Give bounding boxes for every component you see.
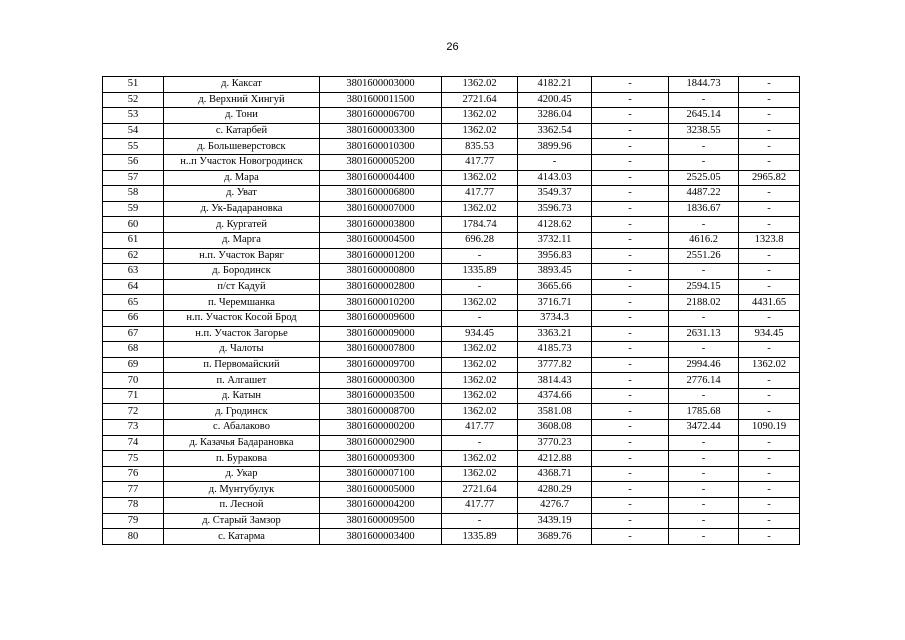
value-col-6-cell: -: [592, 232, 669, 248]
settlement-name-cell: д. Ук-Бадарановка: [164, 201, 320, 217]
value-col-8-cell: -: [739, 123, 800, 139]
value-col-5-cell: 3770.23: [518, 435, 592, 451]
value-col-5-cell: 3608.08: [518, 420, 592, 436]
value-col-7-cell: 3238.55: [669, 123, 739, 139]
value-col-6-cell: -: [592, 248, 669, 264]
oktmo-code-cell: 3801600009700: [320, 357, 442, 373]
value-col-6-cell: -: [592, 373, 669, 389]
value-col-5-cell: 4276.7: [518, 498, 592, 514]
oktmo-code-cell: 3801600002900: [320, 435, 442, 451]
row-number-cell: 67: [103, 326, 164, 342]
value-col-7-cell: -: [669, 388, 739, 404]
row-number-cell: 57: [103, 170, 164, 186]
row-number-cell: 65: [103, 295, 164, 311]
value-col-6-cell: -: [592, 357, 669, 373]
value-col-7-cell: -: [669, 92, 739, 108]
table-row: [103, 217, 800, 233]
value-col-4-cell: 1362.02: [442, 123, 518, 139]
value-col-4-cell: -: [442, 435, 518, 451]
value-col-4-cell: 1362.02: [442, 388, 518, 404]
settlement-name-cell: н.п. Участок Загорье: [164, 326, 320, 342]
value-col-7-cell: 2188.02: [669, 295, 739, 311]
value-col-5-cell: 3689.76: [518, 529, 592, 545]
row-number-cell: 52: [103, 92, 164, 108]
oktmo-code-cell: 3801600000300: [320, 373, 442, 389]
settlement-name-cell: н.п. Участок Косой Брод: [164, 310, 320, 326]
row-number-cell: 55: [103, 139, 164, 155]
value-col-7-cell: 2525.05: [669, 170, 739, 186]
value-col-4-cell: 1362.02: [442, 466, 518, 482]
table-row: [103, 357, 800, 373]
value-col-7-cell: 1844.73: [669, 77, 739, 93]
oktmo-code-cell: 3801600009600: [320, 310, 442, 326]
value-col-7-cell: 1785.68: [669, 404, 739, 420]
value-col-6-cell: -: [592, 513, 669, 529]
value-col-7-cell: 4487.22: [669, 186, 739, 202]
table-row: [103, 373, 800, 389]
value-col-7-cell: -: [669, 154, 739, 170]
row-number-cell: 76: [103, 466, 164, 482]
value-col-4-cell: 1362.02: [442, 451, 518, 467]
value-col-7-cell: 4616.2: [669, 232, 739, 248]
row-number-cell: 53: [103, 108, 164, 124]
value-col-4-cell: 2721.64: [442, 482, 518, 498]
oktmo-code-cell: 3801600007800: [320, 342, 442, 358]
value-col-7-cell: -: [669, 529, 739, 545]
value-col-8-cell: -: [739, 451, 800, 467]
value-col-8-cell: -: [739, 186, 800, 202]
value-col-4-cell: -: [442, 279, 518, 295]
value-col-5-cell: 3549.37: [518, 186, 592, 202]
value-col-7-cell: 2994.46: [669, 357, 739, 373]
row-number-cell: 60: [103, 217, 164, 233]
table-row: [103, 186, 800, 202]
row-number-cell: 77: [103, 482, 164, 498]
table-row: [103, 420, 800, 436]
value-col-6-cell: -: [592, 498, 669, 514]
value-col-5-cell: 4143.03: [518, 170, 592, 186]
value-col-6-cell: -: [592, 139, 669, 155]
value-col-4-cell: 696.28: [442, 232, 518, 248]
value-col-7-cell: -: [669, 482, 739, 498]
page-number: 26: [446, 41, 459, 53]
value-col-4-cell: 417.77: [442, 498, 518, 514]
value-col-8-cell: 934.45: [739, 326, 800, 342]
oktmo-code-cell: 3801600005200: [320, 154, 442, 170]
oktmo-code-cell: 3801600000200: [320, 420, 442, 436]
row-number-cell: 80: [103, 529, 164, 545]
value-col-8-cell: 4431.65: [739, 295, 800, 311]
value-col-5-cell: 3716.71: [518, 295, 592, 311]
table-row: [103, 326, 800, 342]
value-col-6-cell: -: [592, 404, 669, 420]
value-col-5-cell: 3581.08: [518, 404, 592, 420]
value-col-7-cell: 3472.44: [669, 420, 739, 436]
table-row: [103, 232, 800, 248]
value-col-8-cell: -: [739, 498, 800, 514]
value-col-7-cell: 1836.67: [669, 201, 739, 217]
settlement-name-cell: д. Каксат: [164, 77, 320, 93]
settlement-name-cell: с. Абалаково: [164, 420, 320, 436]
row-number-cell: 59: [103, 201, 164, 217]
value-col-8-cell: -: [739, 482, 800, 498]
value-col-5-cell: 4368.71: [518, 466, 592, 482]
value-col-5-cell: 3286.04: [518, 108, 592, 124]
value-col-6-cell: -: [592, 154, 669, 170]
table-row: [103, 279, 800, 295]
settlement-name-cell: с. Катарма: [164, 529, 320, 545]
oktmo-code-cell: 3801600006700: [320, 108, 442, 124]
oktmo-code-cell: 3801600001200: [320, 248, 442, 264]
value-col-8-cell: -: [739, 373, 800, 389]
table-row: [103, 201, 800, 217]
oktmo-code-cell: 3801600007000: [320, 201, 442, 217]
value-col-6-cell: -: [592, 264, 669, 280]
table-row: [103, 295, 800, 311]
row-number-cell: 66: [103, 310, 164, 326]
table-row: [103, 108, 800, 124]
value-col-7-cell: -: [669, 264, 739, 280]
value-col-8-cell: -: [739, 466, 800, 482]
value-col-6-cell: -: [592, 279, 669, 295]
value-col-4-cell: 2721.64: [442, 92, 518, 108]
oktmo-code-cell: 3801600002800: [320, 279, 442, 295]
value-col-6-cell: -: [592, 310, 669, 326]
value-col-8-cell: -: [739, 310, 800, 326]
settlement-name-cell: с. Катарбей: [164, 123, 320, 139]
oktmo-code-cell: 3801600003000: [320, 77, 442, 93]
value-col-5-cell: 4200.45: [518, 92, 592, 108]
row-number-cell: 56: [103, 154, 164, 170]
settlement-name-cell: д. Бородинск: [164, 264, 320, 280]
value-col-4-cell: 1362.02: [442, 295, 518, 311]
oktmo-code-cell: 3801600010300: [320, 139, 442, 155]
value-col-5-cell: 3734.3: [518, 310, 592, 326]
value-col-5-cell: 4374.66: [518, 388, 592, 404]
table-row: [103, 498, 800, 514]
value-col-8-cell: -: [739, 92, 800, 108]
value-col-8-cell: 1323.8: [739, 232, 800, 248]
row-number-cell: 74: [103, 435, 164, 451]
value-col-5-cell: 4212.88: [518, 451, 592, 467]
settlement-name-cell: п. Черемшанка: [164, 295, 320, 311]
value-col-4-cell: 417.77: [442, 420, 518, 436]
value-col-5-cell: 3899.96: [518, 139, 592, 155]
value-col-7-cell: -: [669, 310, 739, 326]
value-col-7-cell: 2631.13: [669, 326, 739, 342]
settlement-name-cell: д. Старый Замзор: [164, 513, 320, 529]
oktmo-code-cell: 3801600005000: [320, 482, 442, 498]
oktmo-code-cell: 3801600000800: [320, 264, 442, 280]
value-col-6-cell: -: [592, 201, 669, 217]
value-col-4-cell: 835.53: [442, 139, 518, 155]
oktmo-code-cell: 3801600003400: [320, 529, 442, 545]
row-number-cell: 54: [103, 123, 164, 139]
settlement-name-cell: н..п Участок Новогродинск: [164, 154, 320, 170]
oktmo-code-cell: 3801600003300: [320, 123, 442, 139]
value-col-7-cell: -: [669, 513, 739, 529]
value-col-4-cell: 934.45: [442, 326, 518, 342]
value-col-6-cell: -: [592, 77, 669, 93]
value-col-4-cell: 1362.02: [442, 108, 518, 124]
value-col-6-cell: -: [592, 451, 669, 467]
value-col-4-cell: 1362.02: [442, 373, 518, 389]
settlement-name-cell: п. Первомайский: [164, 357, 320, 373]
table-row: [103, 154, 800, 170]
value-col-5-cell: 3363.21: [518, 326, 592, 342]
table-row: [103, 77, 800, 93]
oktmo-code-cell: 3801600009000: [320, 326, 442, 342]
value-col-6-cell: -: [592, 295, 669, 311]
row-number-cell: 78: [103, 498, 164, 514]
table-row: [103, 482, 800, 498]
value-col-7-cell: -: [669, 451, 739, 467]
value-col-4-cell: 417.77: [442, 186, 518, 202]
value-col-8-cell: -: [739, 77, 800, 93]
value-col-6-cell: -: [592, 170, 669, 186]
value-col-5-cell: 4280.29: [518, 482, 592, 498]
row-number-cell: 64: [103, 279, 164, 295]
row-number-cell: 69: [103, 357, 164, 373]
value-col-8-cell: -: [739, 404, 800, 420]
row-number-cell: 73: [103, 420, 164, 436]
row-number-cell: 68: [103, 342, 164, 358]
value-col-4-cell: 1362.02: [442, 77, 518, 93]
value-col-5-cell: 3596.73: [518, 201, 592, 217]
row-number-cell: 72: [103, 404, 164, 420]
value-col-8-cell: -: [739, 108, 800, 124]
row-number-cell: 63: [103, 264, 164, 280]
oktmo-code-cell: 3801600007100: [320, 466, 442, 482]
value-col-8-cell: -: [739, 279, 800, 295]
settlement-name-cell: д. Казачья Бадарановка: [164, 435, 320, 451]
value-col-4-cell: 1362.02: [442, 170, 518, 186]
value-col-4-cell: -: [442, 513, 518, 529]
value-col-7-cell: 2776.14: [669, 373, 739, 389]
value-col-4-cell: 1362.02: [442, 404, 518, 420]
oktmo-code-cell: 3801600004400: [320, 170, 442, 186]
table-row: [103, 451, 800, 467]
value-col-6-cell: -: [592, 326, 669, 342]
value-col-4-cell: 1362.02: [442, 342, 518, 358]
table-row: [103, 513, 800, 529]
value-col-8-cell: -: [739, 217, 800, 233]
table-row: [103, 123, 800, 139]
value-col-4-cell: 417.77: [442, 154, 518, 170]
oktmo-code-cell: 3801600008700: [320, 404, 442, 420]
value-col-8-cell: -: [739, 201, 800, 217]
settlement-name-cell: д. Большеверстовск: [164, 139, 320, 155]
oktmo-code-cell: 3801600009500: [320, 513, 442, 529]
value-col-7-cell: 2594.15: [669, 279, 739, 295]
settlement-name-cell: п. Буракова: [164, 451, 320, 467]
row-number-cell: 58: [103, 186, 164, 202]
value-col-6-cell: -: [592, 186, 669, 202]
value-col-7-cell: 2551.26: [669, 248, 739, 264]
value-col-4-cell: 1784.74: [442, 217, 518, 233]
settlement-name-cell: д. Уват: [164, 186, 320, 202]
value-col-4-cell: -: [442, 310, 518, 326]
table-row: [103, 529, 800, 545]
value-col-5-cell: 3665.66: [518, 279, 592, 295]
value-col-7-cell: -: [669, 498, 739, 514]
value-col-6-cell: -: [592, 217, 669, 233]
oktmo-code-cell: 3801600003800: [320, 217, 442, 233]
oktmo-code-cell: 3801600003500: [320, 388, 442, 404]
value-col-7-cell: -: [669, 466, 739, 482]
oktmo-code-cell: 3801600004500: [320, 232, 442, 248]
row-number-cell: 70: [103, 373, 164, 389]
row-number-cell: 51: [103, 77, 164, 93]
oktmo-code-cell: 3801600009300: [320, 451, 442, 467]
table-row: [103, 264, 800, 280]
settlement-name-cell: д. Кургатей: [164, 217, 320, 233]
value-col-7-cell: -: [669, 342, 739, 358]
value-col-5-cell: 3893.45: [518, 264, 592, 280]
table-row: [103, 435, 800, 451]
value-col-5-cell: 3732.11: [518, 232, 592, 248]
value-col-6-cell: -: [592, 92, 669, 108]
value-col-8-cell: -: [739, 513, 800, 529]
oktmo-code-cell: 3801600011500: [320, 92, 442, 108]
row-number-cell: 71: [103, 388, 164, 404]
value-col-5-cell: 4128.62: [518, 217, 592, 233]
value-col-5-cell: 3362.54: [518, 123, 592, 139]
value-col-5-cell: 3777.82: [518, 357, 592, 373]
value-col-8-cell: -: [739, 248, 800, 264]
settlement-name-cell: д. Мунтубулук: [164, 482, 320, 498]
settlement-name-cell: д. Тони: [164, 108, 320, 124]
oktmo-code-cell: 3801600010200: [320, 295, 442, 311]
value-col-6-cell: -: [592, 529, 669, 545]
value-col-8-cell: -: [739, 529, 800, 545]
value-col-7-cell: 2645.14: [669, 108, 739, 124]
value-col-6-cell: -: [592, 108, 669, 124]
value-col-6-cell: -: [592, 466, 669, 482]
value-col-8-cell: -: [739, 435, 800, 451]
row-number-cell: 61: [103, 232, 164, 248]
table-row: [103, 310, 800, 326]
data-table: [102, 76, 800, 545]
settlement-name-cell: п. Алгашет: [164, 373, 320, 389]
row-number-cell: 62: [103, 248, 164, 264]
value-col-6-cell: -: [592, 435, 669, 451]
value-col-4-cell: 1362.02: [442, 201, 518, 217]
row-number-cell: 75: [103, 451, 164, 467]
row-number-cell: 79: [103, 513, 164, 529]
value-col-8-cell: -: [739, 264, 800, 280]
oktmo-code-cell: 3801600004200: [320, 498, 442, 514]
value-col-5-cell: 4182.21: [518, 77, 592, 93]
value-col-4-cell: 1335.89: [442, 529, 518, 545]
value-col-5-cell: 3439.19: [518, 513, 592, 529]
table-row: [103, 92, 800, 108]
value-col-7-cell: -: [669, 435, 739, 451]
settlement-name-cell: д. Катын: [164, 388, 320, 404]
settlement-name-cell: д. Гродинск: [164, 404, 320, 420]
settlement-name-cell: п/ст Кадуй: [164, 279, 320, 295]
table-row: [103, 139, 800, 155]
value-col-4-cell: 1335.89: [442, 264, 518, 280]
table-row: [103, 388, 800, 404]
value-col-4-cell: 1362.02: [442, 357, 518, 373]
settlement-name-cell: д. Марга: [164, 232, 320, 248]
value-col-8-cell: -: [739, 388, 800, 404]
oktmo-code-cell: 3801600006800: [320, 186, 442, 202]
table-row: [103, 404, 800, 420]
settlement-name-cell: д. Мара: [164, 170, 320, 186]
value-col-8-cell: 2965.82: [739, 170, 800, 186]
table-row: [103, 170, 800, 186]
value-col-5-cell: 3814.43: [518, 373, 592, 389]
table-row: [103, 342, 800, 358]
value-col-8-cell: -: [739, 342, 800, 358]
value-col-7-cell: -: [669, 139, 739, 155]
value-col-6-cell: -: [592, 123, 669, 139]
value-col-5-cell: 3956.83: [518, 248, 592, 264]
value-col-7-cell: -: [669, 217, 739, 233]
value-col-8-cell: 1090.19: [739, 420, 800, 436]
value-col-6-cell: -: [592, 482, 669, 498]
value-col-8-cell: 1362.02: [739, 357, 800, 373]
settlement-name-cell: д. Верхний Хингуй: [164, 92, 320, 108]
settlement-name-cell: д. Укар: [164, 466, 320, 482]
value-col-6-cell: -: [592, 342, 669, 358]
value-col-8-cell: -: [739, 154, 800, 170]
settlement-name-cell: п. Лесной: [164, 498, 320, 514]
value-col-6-cell: -: [592, 420, 669, 436]
value-col-5-cell: -: [518, 154, 592, 170]
value-col-4-cell: -: [442, 248, 518, 264]
value-col-8-cell: -: [739, 139, 800, 155]
table-row: [103, 248, 800, 264]
table-row: [103, 466, 800, 482]
settlement-name-cell: д. Чалоты: [164, 342, 320, 358]
settlement-name-cell: н.п. Участок Варяг: [164, 248, 320, 264]
value-col-5-cell: 4185.73: [518, 342, 592, 358]
value-col-6-cell: -: [592, 388, 669, 404]
